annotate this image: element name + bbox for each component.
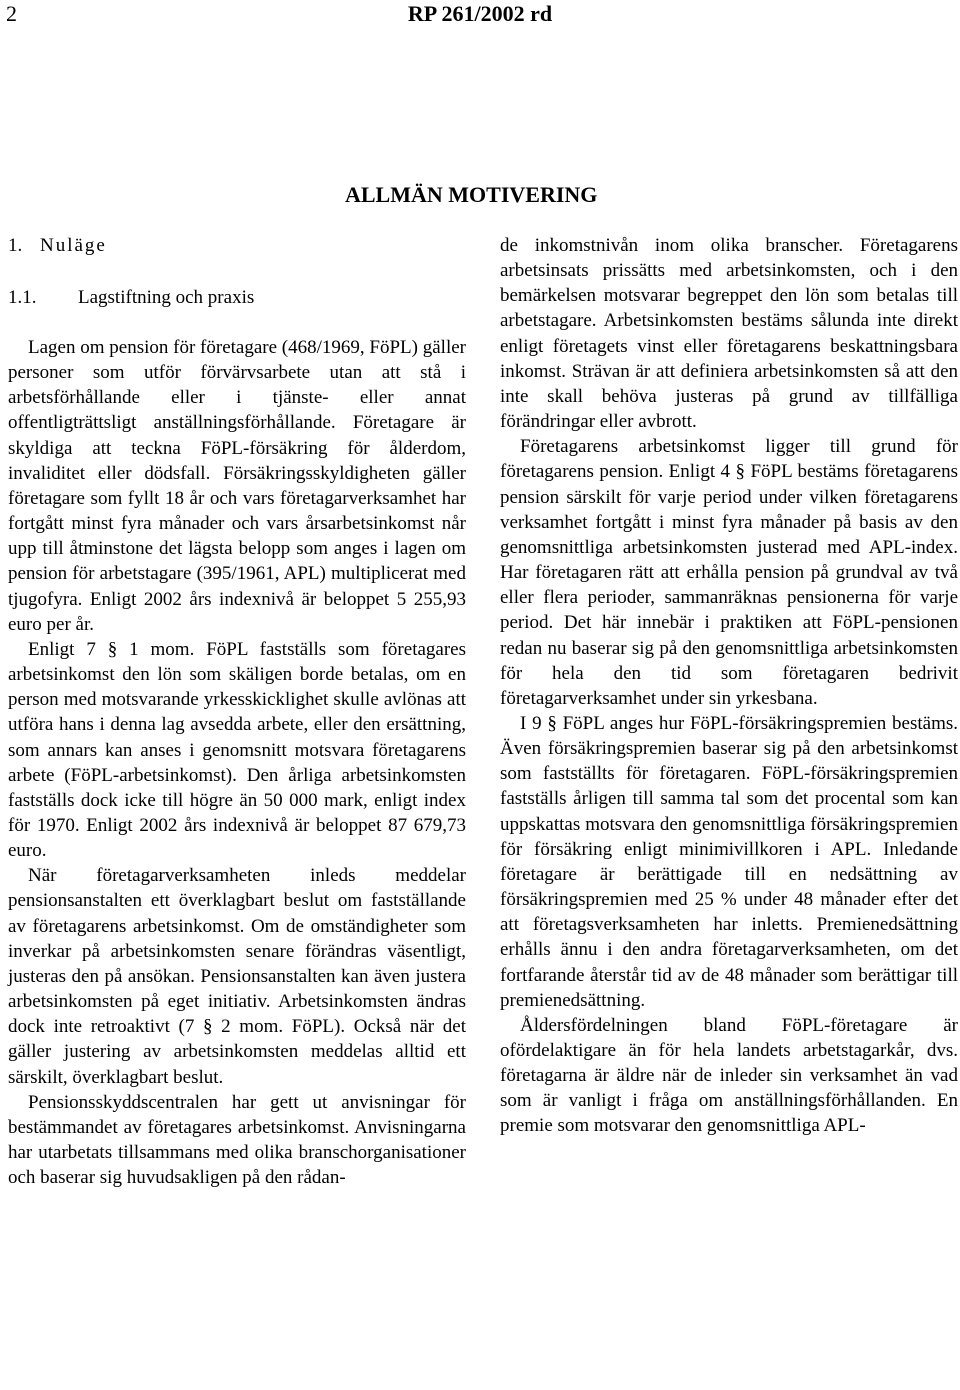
paragraph: de inkomstnivån inom olika branscher. Företagarens arbetsinsats prissätts med arbetsinkomsten, och i den bemärkelsen motsvarar begreppet den lön som betalas till arbetstagare. Arbetsinkomsten bestäms sålunda inte direkt enligt företagets vinst eller företagarens beskattningsbara inkomst. Strävan är att definiera arbetsinkomsten så att den inte skall behöva justeras på grund av tillfälliga förändringar eller avbrott. <box>500 235 958 433</box>
section-heading <box>8 233 466 258</box>
page-header <box>0 0 960 40</box>
page-number: 2 <box>6 1 17 26</box>
section-title: Nuläge <box>40 235 107 256</box>
paragraph: Pensionsskyddscentralen har gett ut anvisningar för bestämmandet av företagares arbetsinkomst. Anvisningarna har utarbetats tillsammans med olika branschorganisationer och baserar sig huvudsakligen på den rådan- <box>8 1091 466 1189</box>
subsection-number: 1.1. <box>8 287 37 308</box>
paragraph: Åldersfördelningen bland FöPL-företagare är ofördelaktigare än för hela landets arbetstagarkår, dvs. företagarna är äldre när de inleder sin verksamhet än vad som är vanligt i fråga om anställningsförhållanden. En premie som motsvarar den genomsnittliga APL- <box>500 1014 958 1137</box>
section-number: 1. <box>8 235 23 256</box>
main-heading: ALLMÄN MOTIVERING <box>345 182 598 207</box>
paragraph: I 9 § FöPL anges hur FöPL-försäkringspremien bestäms. Även försäkringspremien baserar sig på den arbetsinkomst som fastställts för företagaren. FöPL-försäkringspremien fastställs årligen till samma tal som det procental som kan uppskattas motsvara den genomsnittliga försäkringspremien för försäkring enligt minimivillkoren i APL. Inledande företagare är berättigade till en nedsättning av försäkringspremien med 25 % under 48 månader efter det att företagsverksamheten har inletts. Premienedsättning erhålls ännu i den andra företagarverksamheten, om det fortfarande återstår tid av de 48 månader som berättigar till premienedsättning. <box>500 712 958 1011</box>
paragraph: Enligt 7 § 1 mom. FöPL fastställs som företagares arbetsinkomst den lön som skäligen borde betalas, om en person med motsvarande yrkesskicklighet skulle avlönas att utföra hans i denna lag avsedda arbete, eller den ersättning, som annars kan anses i genomsnitt motsvara företagarens arbete (FöPL-arbetsinkomst). Den årliga arbetsinkomsten fastställs dock icke till högre än 50 000 mark, enligt index för 1970. Enligt 2002 års indexnivå är beloppet 87 679,73 euro. <box>8 638 466 862</box>
subsection-heading <box>8 285 466 310</box>
running-title: RP 261/2002 rd <box>407 1 553 26</box>
paragraph: Lagen om pension för företagare (468/1969, FöPL) gäller personer som utför förvärvsarbete utan att stå i arbetsförhållande eller i tjänste- eller annat offentligträttsligt anställningsförhållande. Företagare är skyldiga att teckna FöPL-försäkring för ålderdom, invaliditet eller dödsfall. Försäkringsskyldigheten gäller företagare som fyllt 18 år och vars företagarverksamhet har fortgått minst fyra månader och vars årsarbetsinkomst når upp till åtminstone det lägsta belopp som anges i lagen om pension för arbetstagare (395/1961, APL) multiplicerat med tjugofyra. Enligt 2002 års indexnivå är beloppet 5 255,93 euro per år. <box>8 337 466 635</box>
left-column <box>8 233 466 1190</box>
right-column <box>500 233 958 1139</box>
subsection-title: Lagstiftning och praxis <box>78 287 255 308</box>
paragraph: Företagarens arbetsinkomst ligger till grund för företagarens pension. Enligt 4 § FöPL bestäms företagarens pension särskilt för varje period under vilken företagarens verksamhet fortgått i minst fyra månader på basis av den genomsnittliga arbetsinkomsten justerad med APL-index. Har företagaren rätt att erhålla pension på grundval av två eller flera perioder, sammanräknas pensionerna för varje period. Det här innebär i praktiken att FöPL-pensionen redan nu baserar sig på den genomsnittliga arbetsinkomsten för hela den tid som företagaren bedrivit företagarverksamhet under sin yrkesbana. <box>500 436 958 709</box>
paragraph: När företagarverksamheten inleds meddelar pensionsanstalten ett överklagbart beslut om fastställande av företagarens arbetsinkomst. Om de omständigheter som inverkar på arbetsinkomsten senare förändras väsentligt, justeras den på ansökan. Pensionsanstalten kan även justera arbetsinkomsten på eget initiativ. Arbetsinkomsten ändras dock inte retroaktivt (7 § 2 mom. FöPL). Också när det gäller justering av arbetsinkomsten meddelas alltid ett särskilt, överklagbart beslut. <box>8 865 466 1088</box>
